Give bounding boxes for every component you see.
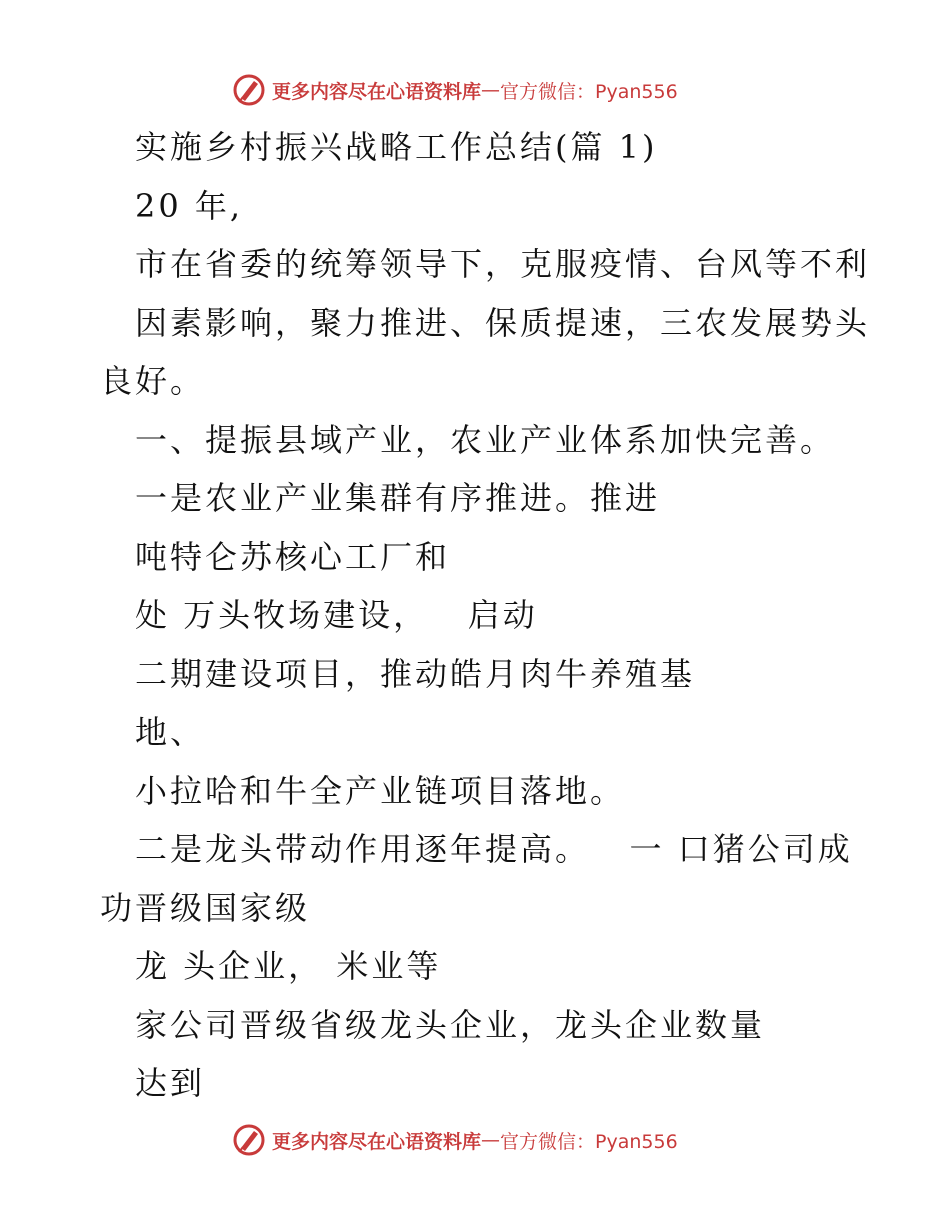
pen-logo-icon xyxy=(232,1123,266,1157)
banner-wechat: 官方微信：Pyan556 xyxy=(500,80,678,103)
text-line: 二期建设项目，推动皓月肉牛养殖基 xyxy=(135,655,696,693)
pen-logo-icon xyxy=(232,73,266,107)
text-line: 小拉哈和牛全产业链项目落地。 xyxy=(135,772,626,810)
text-line: 因素影响，聚力推进、保质提速，三农发展势头 xyxy=(135,304,871,342)
section-heading: 一、提振县域产业，农业产业体系加快完善。 xyxy=(135,421,836,459)
text-line: 吨特仑苏核心工厂和 xyxy=(135,538,451,576)
text-line: 处 万头牧场建设， 启动 xyxy=(135,596,538,634)
text-line: 良好。 xyxy=(100,362,206,400)
text-line: 一是农业产业集群有序推进。推进 xyxy=(135,479,661,517)
banner-separator: — xyxy=(481,79,501,101)
document-title: 实施乡村振兴战略工作总结(篇 1) xyxy=(135,128,658,166)
banner-text: 更多内容尽在心语资料库 xyxy=(272,1130,482,1153)
banner-wechat: 官方微信：Pyan556 xyxy=(500,1130,678,1153)
text-line: 市在省委的统筹领导下，克服疫情、台风等不利 xyxy=(135,245,871,283)
text-line: 达到 xyxy=(135,1064,206,1102)
text-line: 家公司晋级省级龙头企业，龙头企业数量 xyxy=(135,1006,766,1044)
text-line: 地、 xyxy=(135,713,206,751)
banner-separator: — xyxy=(481,1129,501,1151)
text-line: 二是龙头带动作用逐年提高。 一 口猪公司成 xyxy=(135,830,853,868)
footer-banner xyxy=(232,1120,678,1160)
text-line: 龙 头企业， 米业等 xyxy=(135,947,442,985)
banner-text: 更多内容尽在心语资料库 xyxy=(272,80,482,103)
text-line: 功晋级国家级 xyxy=(100,889,311,927)
header-banner xyxy=(232,70,678,110)
text-line: 20 年, xyxy=(135,187,244,225)
